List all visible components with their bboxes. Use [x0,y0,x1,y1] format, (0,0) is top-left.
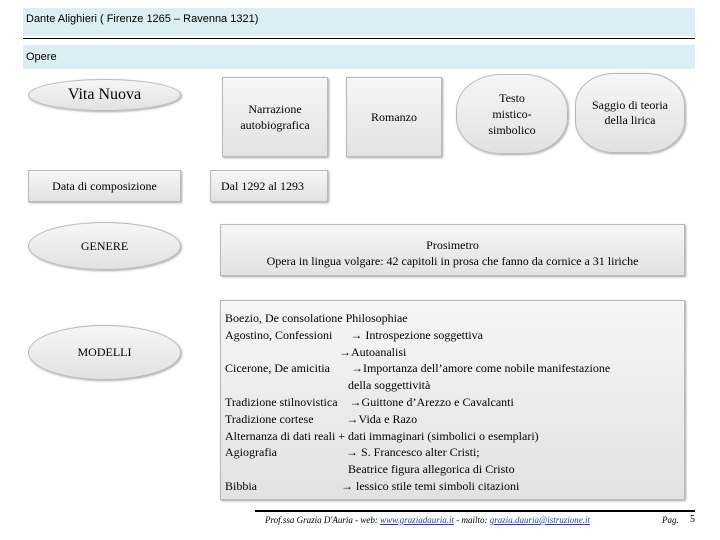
romanzo-label: Romanzo [371,110,417,124]
modelli-line: della soggettività [225,378,431,393]
modelli-line: Beatrice figura allegorica di Cristo [225,462,515,477]
modelli-line: Agostino, Confessioni → Introspezione soggettiva [225,327,483,342]
data-composizione-label-box[interactable] [28,170,181,202]
testo-label: Testo mistico- simbolico [488,91,536,137]
header-bar [23,8,695,36]
section-title: Opere [26,51,57,63]
romanzo-box[interactable] [346,77,442,157]
modelli-label: MODELLI [77,345,132,359]
modelli-box[interactable] [220,300,685,500]
footer-mid: - mailto: [453,515,490,525]
genere-line1: Prosimetro [426,238,479,252]
narrazione-box[interactable] [222,77,328,157]
modelli-line: Tradizione stilnovistica →Guittone d’Arezzo e Cavalcanti [225,394,514,409]
narrazione-label: Narrazione autobiografica [240,102,310,132]
footer-pag-label: Pag. [662,515,679,525]
vita-nuova-oval[interactable] [28,79,181,111]
footer-divider [255,510,695,512]
modelli-line: Tradizione cortese →Vida e Razo [225,411,418,426]
footer-mail-link[interactable]: grazia.dauria@istruzione.it [489,515,590,525]
modelli-line: Cicerone, De amicitia →Importanza dell’amore come nobile manifestazione [225,361,611,376]
genere-box[interactable] [220,224,685,276]
saggio-box[interactable] [575,73,685,153]
data-value-box[interactable] [210,170,328,202]
footer-prefix: Prof.ssa Grazia D'Auria - web: [265,515,381,525]
genere-line2: Opera in lingua volgare: 42 capitoli in prosa che fanno da cornice a 31 liriche [266,254,639,268]
modelli-line: Boezio, De consolatione Philosophiae [225,311,408,325]
modelli-line: Agiografia → S. Francesco alter Cristi; [225,445,480,460]
section-bar [23,45,695,69]
data-composizione-label: Data di composizione [52,178,157,193]
modelli-line: Bibbia → lessico stile temi simboli citazioni [225,478,520,493]
genere-label: GENERE [80,238,129,253]
vita-nuova-label: Vita Nuova [67,86,142,103]
modelli-line: →Autoanalisi [225,344,407,359]
modelli-oval[interactable] [28,325,181,380]
footer-web-link[interactable]: www.graziadauria.it [380,515,454,525]
footer [265,515,715,525]
footer-page-number: 5 [690,514,695,525]
data-value: Dal 1292 al 1293 [221,179,304,193]
testo-box[interactable] [456,74,568,154]
saggio-label: Saggio di teoria della lirica [592,98,668,127]
genere-oval[interactable] [28,222,181,270]
modelli-line: Alternanza di dati reali + dati immaginari (simbolici o esemplari) [225,428,539,443]
header-divider [23,38,695,39]
header-title: Dante Alighieri ( Firenze 1265 – Ravenna 1321) [26,13,259,25]
